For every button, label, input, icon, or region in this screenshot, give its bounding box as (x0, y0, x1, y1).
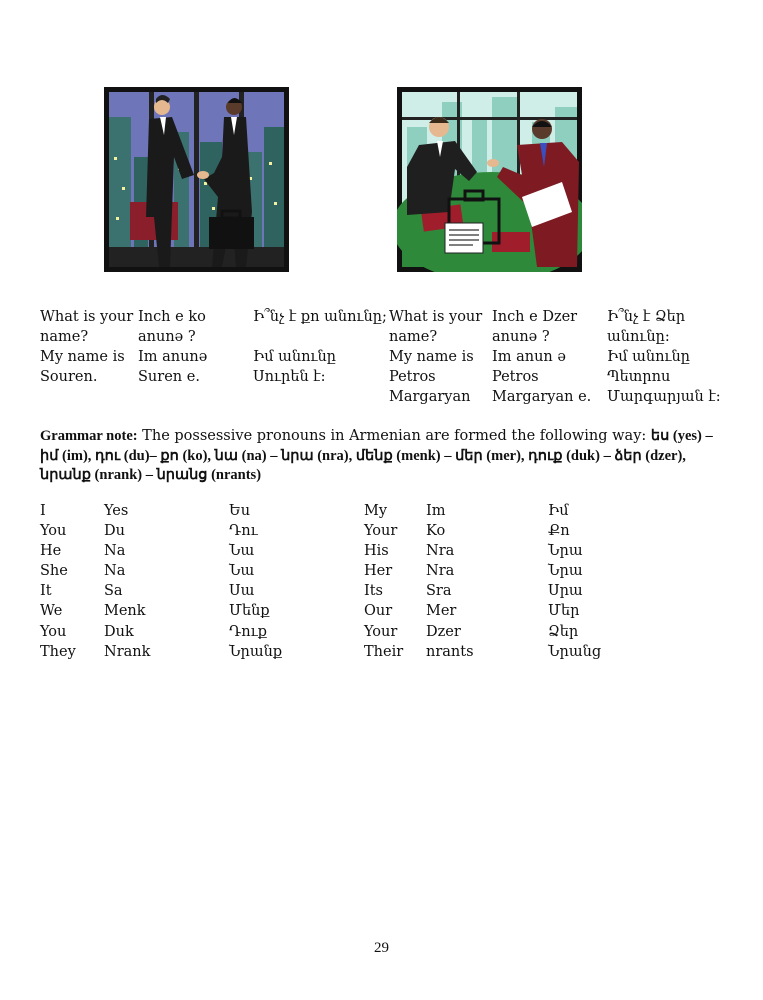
table-cell: Իմ (548, 503, 569, 519)
meeting-clipart (397, 87, 582, 272)
table-cell: She (40, 563, 68, 580)
table-cell: Duk (104, 623, 134, 640)
table-cell: Their (364, 643, 404, 660)
table-cell: Ես (229, 503, 251, 519)
table-cell: Մենք (229, 603, 270, 620)
dialogue-line: Ի՞նչ է Ձեր (607, 309, 686, 325)
table-cell: Menk (104, 603, 146, 620)
dialogue-left-translit (138, 307, 207, 387)
table-cell: nrants (426, 643, 474, 660)
table-cell: Սա (229, 583, 255, 600)
dialogue-line: What is your (389, 309, 483, 325)
possessive-pronouns-english (364, 501, 403, 662)
grammar-note-intro: The possessive pronouns in Armenian are formed the following way: (137, 428, 651, 444)
dialogue-line: What is your (40, 309, 134, 325)
table-cell: Your (364, 523, 398, 540)
table-cell: Նրանց (548, 643, 602, 660)
table-cell: His (364, 543, 389, 560)
dialogue-line: Petros (389, 369, 436, 385)
dialogue-left-armenian (253, 307, 387, 387)
dialogue-line: Իմ անունը (607, 349, 690, 365)
grammar-note (40, 427, 730, 486)
handshake-clipart (104, 87, 289, 272)
table-cell: Yes (104, 503, 129, 519)
table-cell: Dzer (426, 623, 461, 640)
table-cell: They (40, 643, 76, 660)
table-cell: Ձեր (548, 623, 579, 640)
dialogue-line: Ի՞նչ է քո անունը; (253, 309, 387, 325)
table-cell: Nra (426, 543, 455, 560)
dialogue-line: anunə ? (492, 329, 550, 345)
page-number: 29 (374, 940, 389, 956)
table-cell: Its (364, 583, 383, 600)
dialogue-line: My name is (389, 349, 474, 365)
table-cell: Քո (548, 523, 570, 540)
dialogue-line: Souren. (40, 369, 98, 385)
table-cell: Մեր (548, 603, 580, 620)
table-cell: Na (104, 543, 126, 560)
dialogue-line: անունը: (607, 329, 670, 345)
table-cell: Mer (426, 603, 457, 620)
table-cell: Նրանք (229, 643, 283, 660)
table-cell: Nra (426, 563, 455, 580)
dialogue-left-english (40, 307, 133, 387)
dialogue-line: Inch e Dzer (492, 309, 578, 325)
possessive-pronouns-translit (426, 501, 474, 662)
table-cell: I (40, 503, 46, 519)
table-cell: You (40, 623, 67, 640)
table-cell: It (40, 583, 52, 600)
table-cell: Նա (229, 543, 255, 560)
table-cell: He (40, 543, 62, 560)
dialogue-line: name? (40, 329, 89, 345)
dialogue-line (253, 327, 387, 347)
grammar-note-pairs: ես (yes) – իմ (im), դու (du)– քո (ko), նա (na) – նրա (nra), մենք (menk) – մեր (mer), դուք (duk) – ձեր (dzer), նրանք (nrank) – նրանց (nrants) (40, 428, 713, 483)
table-cell: Her (364, 563, 393, 580)
table-cell: Sra (426, 583, 452, 600)
table-cell: We (40, 603, 63, 620)
dialogue-right-translit (492, 307, 591, 407)
table-cell: Դու (229, 523, 258, 540)
table-cell: Ko (426, 523, 446, 540)
dialogue-line: My name is (40, 349, 125, 365)
table-cell: Sa (104, 583, 123, 600)
table-cell: Դուք (229, 623, 267, 640)
table-cell: Սրա (548, 583, 583, 600)
personal-pronouns-translit (104, 501, 150, 662)
grammar-note-heading: Grammar note: (40, 428, 138, 444)
table-cell: Du (104, 523, 125, 540)
dialogue-line: Im anunə (138, 349, 208, 365)
dialogue-line: Inch e ko (138, 309, 206, 325)
dialogue-line: Petros (492, 369, 539, 385)
dialogue-line: Margaryan e. (492, 389, 592, 405)
dialogue-line: Մարգարյան է: (607, 389, 721, 405)
table-cell: My (364, 503, 388, 519)
dialogue-line: Իմ անունը (253, 349, 336, 365)
table-cell: Our (364, 603, 393, 620)
table-cell: Նրա (548, 543, 583, 560)
table-cell: Nrank (104, 643, 151, 660)
personal-pronouns-armenian (229, 501, 282, 662)
table-cell: Your (364, 623, 398, 640)
dialogue-line: name? (389, 329, 438, 345)
dialogue-line: Պետրոս (607, 369, 671, 385)
dialogue-line: Im anun ə (492, 349, 566, 365)
possessive-pronouns-armenian (548, 501, 601, 662)
dialogue-line: Սուրեն է: (253, 369, 326, 385)
table-cell: Նրա (548, 563, 583, 580)
dialogue-line: Margaryan (389, 389, 471, 405)
table-cell: Նա (229, 563, 255, 580)
personal-pronouns-english (40, 501, 76, 662)
table-cell: Na (104, 563, 126, 580)
dialogue-line: anunə ? (138, 329, 196, 345)
dialogue-right-armenian (607, 307, 721, 407)
dialogue-line: Suren e. (138, 369, 200, 385)
table-cell: Im (426, 503, 446, 519)
dialogue-right-english (389, 307, 482, 407)
table-cell: You (40, 523, 67, 540)
